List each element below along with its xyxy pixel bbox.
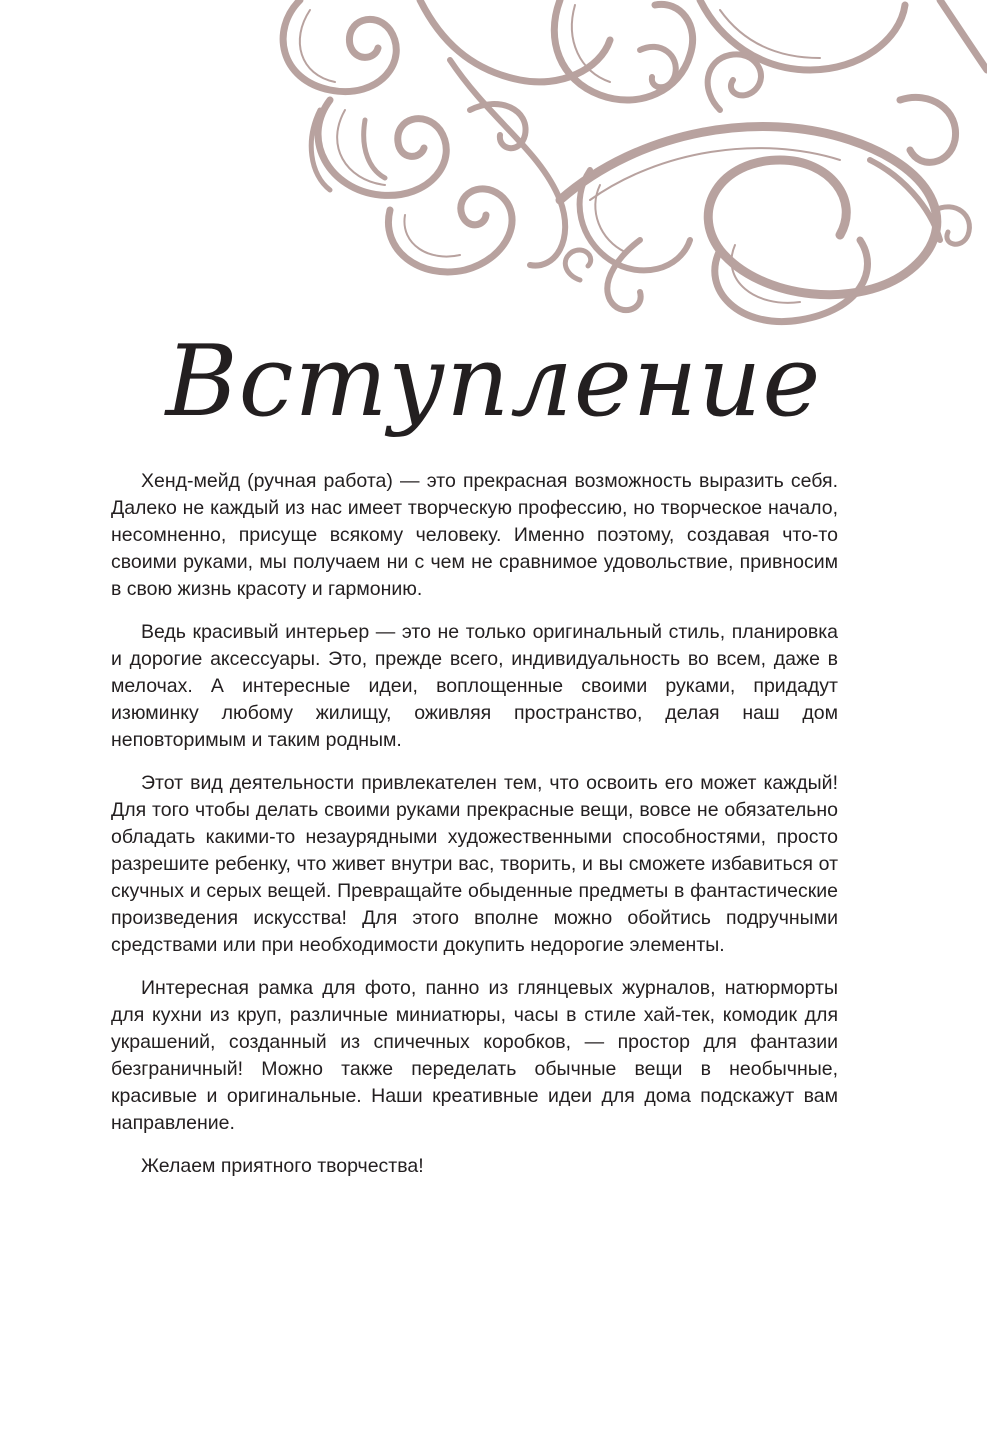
swirl-right-4 — [940, 0, 987, 70]
paragraph: Этот вид деятельности привлекателен тем, что освоить его может каждый! Для того чтобы делать своими руками прекрасные вещи, вовсе не обязательно обладать какими-то незаурядными художественными способностями, просто разрешите ребенку, что живет внутри вас, творить, и вы сможете избавиться от скучных и серых вещей. Превращайте обыденные предметы в фантастические произведения искусства! Для этого вполне можно обойтись подручными средствами или при необходимости докупить недорогие элементы. — [111, 772, 838, 956]
swirl-right-2 — [708, 54, 761, 110]
page-title: Вступление — [165, 325, 822, 439]
paragraph: Интересная рамка для фото, панно из глянцевых журналов, натюрморты для кухни из круп, различные миниатюры, часы в стиле хай-тек, комодик для украшений, созданный из спичечных коробков, — простор для фантазии безграничный! Можно также переделать обычные вещи в необычные, красивые и оригинальные. Наши креативные идеи для дома подскажут вам направление. — [111, 977, 838, 1134]
paragraph: Ведь красивый интерьер — это не только оригинальный стиль, планировка и дорогие аксессуары. Это, прежде всего, индивидуальность во всем, даже в мелочах. А интересные идеи, воплощенные своими руками, придадут изюминку любому жилищу, оживляя пространство, делая наш дом неповторимым и таким родным. — [111, 621, 838, 751]
swirl-right-1 — [700, 0, 905, 70]
paragraph-closing: Желаем приятного творчества! — [141, 1155, 424, 1177]
swirl-right-3 — [900, 97, 956, 162]
swirl-left-4 — [420, 0, 610, 82]
curl-mid — [565, 250, 590, 280]
swirl-mid-3 — [580, 170, 690, 270]
swirl-left-3 — [388, 189, 512, 272]
swirl-mid-2 — [640, 47, 676, 87]
swirl-ornament — [0, 0, 987, 330]
paragraph: Хенд-мейд (ручная работа) — это прекрасная возможность выразить себя. Далеко не каждый из нас имеет творческую профессию, но творческое начало, несомненно, присуще всякому человеку. Именно поэтому, создавая что-то своими руками, мы получаем ни с чем не сравнимое удовольствие, привносим в свою жизнь красоту и гармонию. — [111, 470, 838, 600]
loop-right-1 — [560, 127, 937, 295]
drop-left-2 — [364, 120, 385, 178]
body-text — [111, 468, 838, 1196]
